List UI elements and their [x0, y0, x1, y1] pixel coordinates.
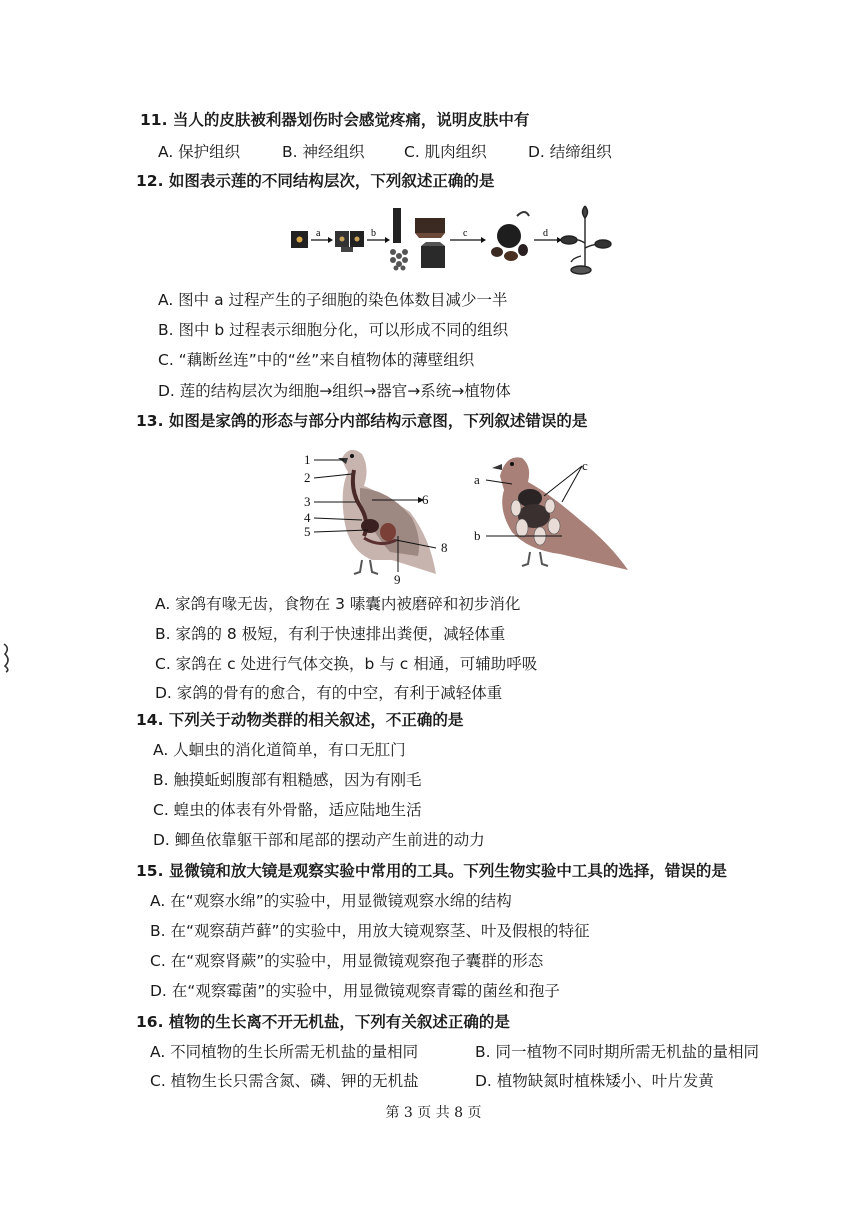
pigeon-label-8: 8 — [441, 540, 448, 555]
q13-option-b: B. 家鸽的 8 极短，有利于快速排出粪便，减轻体重 — [155, 625, 506, 643]
pigeon-figure — [300, 440, 640, 588]
arrow-a-label: a — [316, 228, 321, 239]
dividing-cells-illustration — [335, 231, 364, 252]
pigeon-label-1: 1 — [304, 452, 311, 467]
q11-option-d: D. 结缔组织 — [528, 143, 612, 161]
scan-edge-mark — [2, 640, 12, 674]
q14-option-c: C. 蝗虫的体表有外骨骼，适应陆地生活 — [153, 801, 422, 819]
q14-stem: 14. 下列关于动物类群的相关叙述，不正确的是 — [136, 711, 464, 729]
arrow-b-label: b — [371, 228, 376, 239]
q15-option-a: A. 在“观察水绵”的实验中，用显微镜观察水绵的结构 — [150, 892, 512, 910]
q13-option-c: C. 家鸽在 c 处进行气体交换，b 与 c 相通，可辅助呼吸 — [155, 655, 538, 673]
q15-stem: 15. 显微镜和放大镜是观察实验中常用的工具。下列生物实验中工具的选择，错误的是 — [136, 862, 727, 880]
pigeon-label-5: 5 — [304, 524, 311, 539]
q12-option-b: B. 图中 b 过程表示细胞分化，可以形成不同的组织 — [158, 321, 509, 339]
q11-option-b: B. 神经组织 — [282, 143, 365, 161]
q15-option-d: D. 在“观察霉菌”的实验中，用显微镜观察青霉的菌丝和孢子 — [150, 982, 560, 1000]
q16-option-d: D. 植物缺氮时植株矮小、叶片发黄 — [475, 1072, 714, 1090]
q11-stem: 11. 当人的皮肤被利器划伤时会感觉疼痛，说明皮肤中有 — [140, 111, 530, 129]
pigeon-internal-structure-illustration — [338, 450, 436, 574]
q14-option-b: B. 触摸蚯蚓腹部有粗糙感，因为有刚毛 — [153, 771, 422, 789]
organs-illustration — [491, 212, 529, 261]
q14-option-d: D. 鲫鱼依靠躯干部和尾部的摆动产生前进的动力 — [153, 831, 485, 849]
q16-stem: 16. 植物的生长离不开无机盐，下列有关叙述正确的是 — [136, 1013, 510, 1031]
pigeon-label-a: a — [474, 472, 480, 487]
q16-option-b: B. 同一植物不同时期所需无机盐的量相同 — [475, 1043, 759, 1061]
tissues-illustration — [390, 208, 445, 271]
lotus-plant-illustration — [561, 206, 611, 274]
pigeon-label-4: 4 — [304, 510, 311, 525]
pigeon-label-9: 9 — [394, 572, 401, 587]
pigeon-label-6: 6 — [422, 492, 429, 507]
q11-option-c: C. 肌肉组织 — [404, 143, 487, 161]
q12-stem: 12. 如图表示莲的不同结构层次，下列叙述正确的是 — [136, 172, 495, 190]
q15-option-b: B. 在“观察葫芦藓”的实验中，用放大镜观察茎、叶及假根的特征 — [150, 922, 590, 940]
arrow-c-label: c — [463, 228, 468, 239]
lotus-structure-figure — [285, 198, 615, 278]
pigeon-label-b: b — [474, 528, 481, 543]
q11-option-a: A. 保护组织 — [158, 143, 241, 161]
page-number: 第 3 页 共 8 页 — [385, 1105, 482, 1121]
q12-option-c: C. “藕断丝连”中的“丝”来自植物体的薄壁组织 — [158, 351, 475, 369]
pigeon-label-3: 3 — [304, 494, 311, 509]
arrow-d-label: d — [543, 228, 548, 239]
q13-option-d: D. 家鸽的骨有的愈合，有的中空，有利于减轻体重 — [155, 684, 503, 702]
q12-option-a: A. 图中 a 过程产生的子细胞的染色体数目减少一半 — [158, 291, 508, 309]
q15-option-c: C. 在“观察肾蕨”的实验中，用显微镜观察孢子囊群的形态 — [150, 952, 544, 970]
q16-option-c: C. 植物生长只需含氮、磷、钾的无机盐 — [150, 1072, 419, 1090]
q14-option-a: A. 人蛔虫的消化道简单，有口无肛门 — [153, 741, 406, 759]
pigeon-label-c: c — [582, 458, 588, 473]
q13-option-a: A. 家鸽有喙无齿，食物在 3 嗉囊内被磨碎和初步消化 — [155, 595, 521, 613]
q16-option-a: A. 不同植物的生长所需无机盐的量相同 — [150, 1043, 419, 1061]
q12-option-d: D. 莲的结构层次为细胞→组织→器官→系统→植物体 — [158, 382, 511, 400]
q13-stem: 13. 如图是家鸽的形态与部分内部结构示意图，下列叙述错误的是 — [136, 412, 588, 430]
pigeon-label-2: 2 — [304, 470, 311, 485]
cell-illustration — [291, 231, 308, 248]
pigeon-air-sacs-illustration — [492, 457, 628, 570]
